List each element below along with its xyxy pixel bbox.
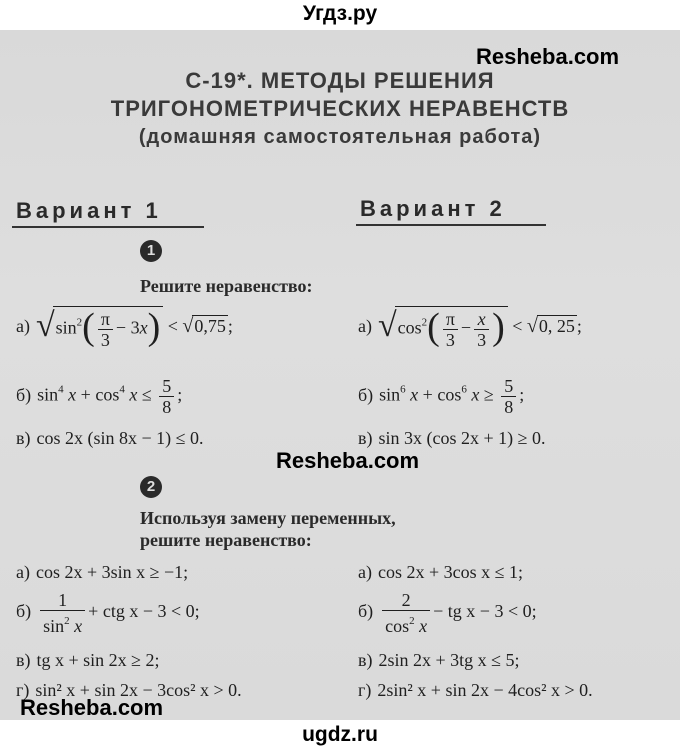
task-2b-v2: б) $\frac{2}{\cos^2 x}$ − tg x − 3 < 0; xyxy=(358,590,537,636)
label-a: а) xyxy=(16,562,30,582)
task-1-number: 1 xyxy=(140,240,162,262)
task-2c-v2-text: 2sin 2x + 3tg x ≤ 5; xyxy=(378,650,520,670)
watermark-middle: Resheba.com xyxy=(276,448,420,473)
task-1b-v1: б) $\sin^4 x + \cos^4 x$ ≤ $\frac{5}{8}$ ; xyxy=(16,376,183,417)
title-line-1: С-19*. МЕТОДЫ РЕШЕНИЯ xyxy=(185,68,495,93)
task-2b-v2-text: − tg x − 3 < 0; xyxy=(433,601,537,622)
label-c: в) xyxy=(358,428,373,448)
label-b: б) xyxy=(16,384,32,405)
label-c: в) xyxy=(358,650,373,670)
label-b: б) xyxy=(16,601,32,622)
site-title: Угдз.ру xyxy=(302,2,378,25)
watermark-bottom: Resheba.com xyxy=(20,695,164,720)
task-2d-v2-text: 2sin² x + sin 2x − 4cos² x > 0. xyxy=(377,680,593,700)
label-d: г) xyxy=(358,680,372,700)
label-c: в) xyxy=(16,428,31,448)
task-2d-v2 xyxy=(358,680,593,701)
label-a: а) xyxy=(358,316,372,337)
label-a: а) xyxy=(358,562,372,582)
task-1a-v1: а) $√\sin^2$( $\frac{\pi}{3}$ − 3x) < √0,75 ; xyxy=(16,305,233,350)
task-2d-v1-text: sin² x + sin 2x − 3cos² x > 0. xyxy=(35,680,242,700)
task-2a-v2 xyxy=(358,562,523,583)
site-header xyxy=(0,0,680,30)
task-2b-v1: б) $\frac{1}{\sin^2 x}$ + ctg x − 3 < 0; xyxy=(16,590,200,636)
task-1c-v2-text: sin 3x (cos 2x + 1) ≥ 0. xyxy=(378,428,546,448)
task-1-instruction: Решите неравенство: xyxy=(140,276,313,296)
title-line-2: ТРИГОНОМЕТРИЧЕСКИХ НЕРАВЕНСТВ xyxy=(110,96,570,121)
watermark-top: Resheba.com xyxy=(476,44,620,69)
site-footer xyxy=(0,720,680,750)
label-d: г) xyxy=(16,680,30,700)
label-c: в) xyxy=(16,650,31,670)
task-2a-v1 xyxy=(16,562,188,583)
label-a: а) xyxy=(16,316,30,337)
task-2-number: 2 xyxy=(140,476,162,498)
variant-1-underline xyxy=(12,226,204,228)
task-1c-v1 xyxy=(16,428,204,449)
task-2-instruction-2: решите неравенство: xyxy=(140,530,312,550)
task-1c-v2 xyxy=(358,428,546,449)
task-2c-v2 xyxy=(358,650,520,671)
task-2a-v1-text: cos 2x + 3sin x ≥ −1; xyxy=(35,562,189,582)
title-line-3: (домашняя самостоятельная работа) xyxy=(138,126,542,148)
label-b: б) xyxy=(358,601,374,622)
task-1b-v2: б) $\sin^6 x + \cos^6 x$ ≥ $\frac{5}{8}$ ; xyxy=(358,376,525,417)
task-2b-v1-text: + ctg x − 3 < 0; xyxy=(88,601,200,622)
label-b: б) xyxy=(358,384,374,405)
variant-2-underline xyxy=(356,224,546,226)
task-2c-v1-text: tg x + sin 2x ≥ 2; xyxy=(36,650,160,670)
task-1c-v1-text: cos 2x (sin 8x − 1) ≤ 0. xyxy=(36,428,204,448)
variant-2-heading: Вариант 2 xyxy=(360,196,506,221)
task-2c-v1 xyxy=(16,650,160,671)
site-footer-text: ugdz.ru xyxy=(302,723,378,746)
task-2a-v2-text: cos 2x + 3cos x ≤ 1; xyxy=(377,562,524,582)
variant-1-heading: Вариант 1 xyxy=(16,198,162,223)
scanned-page xyxy=(0,30,680,720)
task-1a-v2: а) $√\cos^2$( $\frac{\pi}{3}$ − $\frac{x}{3}$ ) < √0, 25 ; xyxy=(358,305,582,350)
task-2-instruction-1: Используя замену переменных, xyxy=(140,508,396,528)
